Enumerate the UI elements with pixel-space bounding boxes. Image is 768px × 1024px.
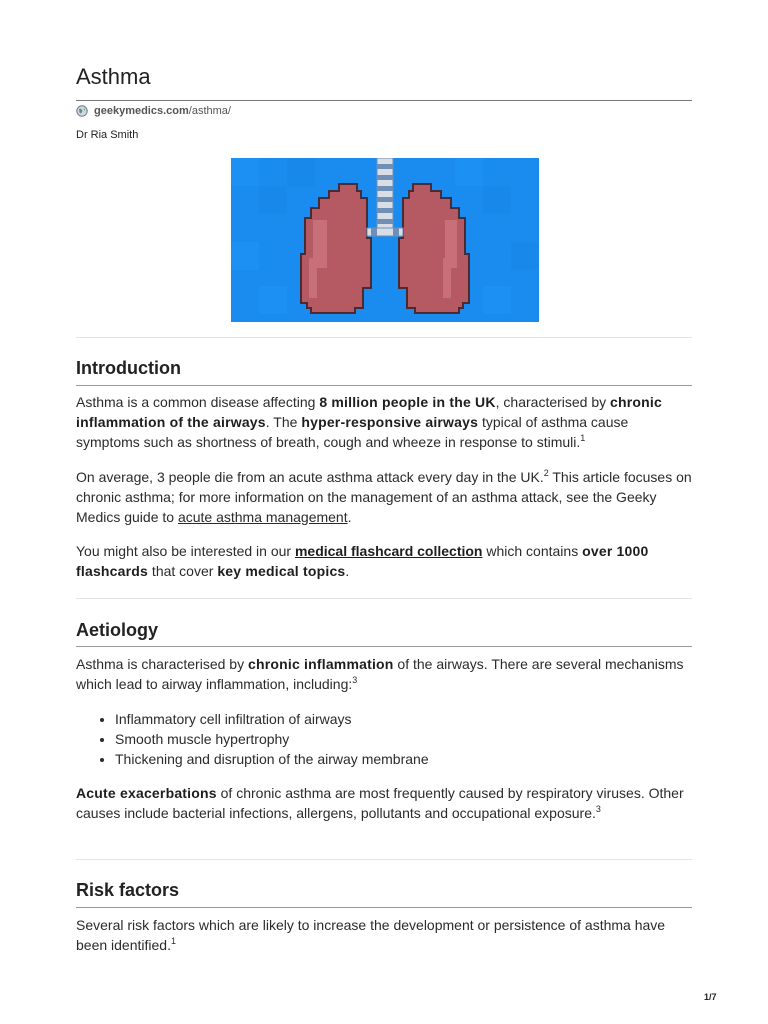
section-divider (76, 859, 692, 860)
intro-paragraph-3: You might also be interested in our medical flashcard collection which contains over 1000 flashcards that cover key medical topics. (76, 543, 649, 579)
aetiology-paragraph-1: Asthma is characterised by chronic inflammation of the airways. There are several mechanisms which lead to airway inflammation, including:$^3$ (76, 656, 684, 692)
author-name: Dr Ria Smith (76, 129, 139, 141)
source-host: geekymedics.com (94, 105, 189, 117)
page-title: Asthma (76, 64, 151, 89)
heading-rule (76, 646, 692, 647)
source-path: /asthma/ (188, 105, 231, 117)
aetiology-paragraph-2: Acute exacerbations of chronic asthma are most frequently caused by respiratory viruses. Other causes include bacterial infections, allergens, pollutants and occupational exposure.$^3$ (76, 785, 684, 821)
intro-paragraph-2: On average, 3 people die from an acute asthma attack every day in the UK.$^2$ This article focuses on chronic asthma; for more information on the management of an asthma attack, see the Geeky Medics guide to acute asthma management. (76, 468, 692, 525)
flashcard-collection-link[interactable]: medical flashcard collection (294, 543, 483, 559)
heading-risk-factors: Risk factors (76, 880, 180, 900)
reference-marker: 1 (580, 433, 586, 443)
heading-aetiology: Aetiology (76, 620, 159, 640)
intro-paragraph-1: Asthma is a common disease affecting 8 million people in the UK, characterised by chronic inflammation of the airways. The hyper-responsive airways typical of asthma cause symptoms such as shortness of breath, cough and wheeze in response to stimuli.$^1$ (76, 394, 662, 450)
pixel-lungs-illustration (231, 158, 539, 322)
heading-rule (76, 907, 692, 908)
list-item: • Inflammatory cell infiltration of airways (115, 709, 429, 729)
reference-marker: 1 (170, 936, 176, 946)
list-item: • Smooth muscle hypertrophy (115, 729, 429, 749)
reference-marker: 3 (595, 804, 601, 814)
title-rule (76, 100, 692, 101)
aetiology-bullet-list (76, 709, 429, 769)
heading-rule (76, 385, 692, 386)
source-link[interactable] (76, 105, 231, 117)
reference-marker: 2 (543, 468, 549, 478)
page-number: 1/7 (704, 992, 717, 1002)
risk-factors-paragraph-1: Several risk factors which are likely to increase the development or persistence of asthma have been identified.$^1$ (76, 917, 666, 953)
section-divider (76, 598, 692, 599)
section-divider (76, 337, 692, 338)
globe-icon (76, 105, 88, 117)
list-item: • Thickening and disruption of the airway membrane (115, 749, 429, 769)
reference-marker: 3 (352, 675, 358, 685)
acute-asthma-management-link[interactable]: acute asthma management (177, 509, 348, 525)
heading-introduction: Introduction (76, 358, 181, 378)
